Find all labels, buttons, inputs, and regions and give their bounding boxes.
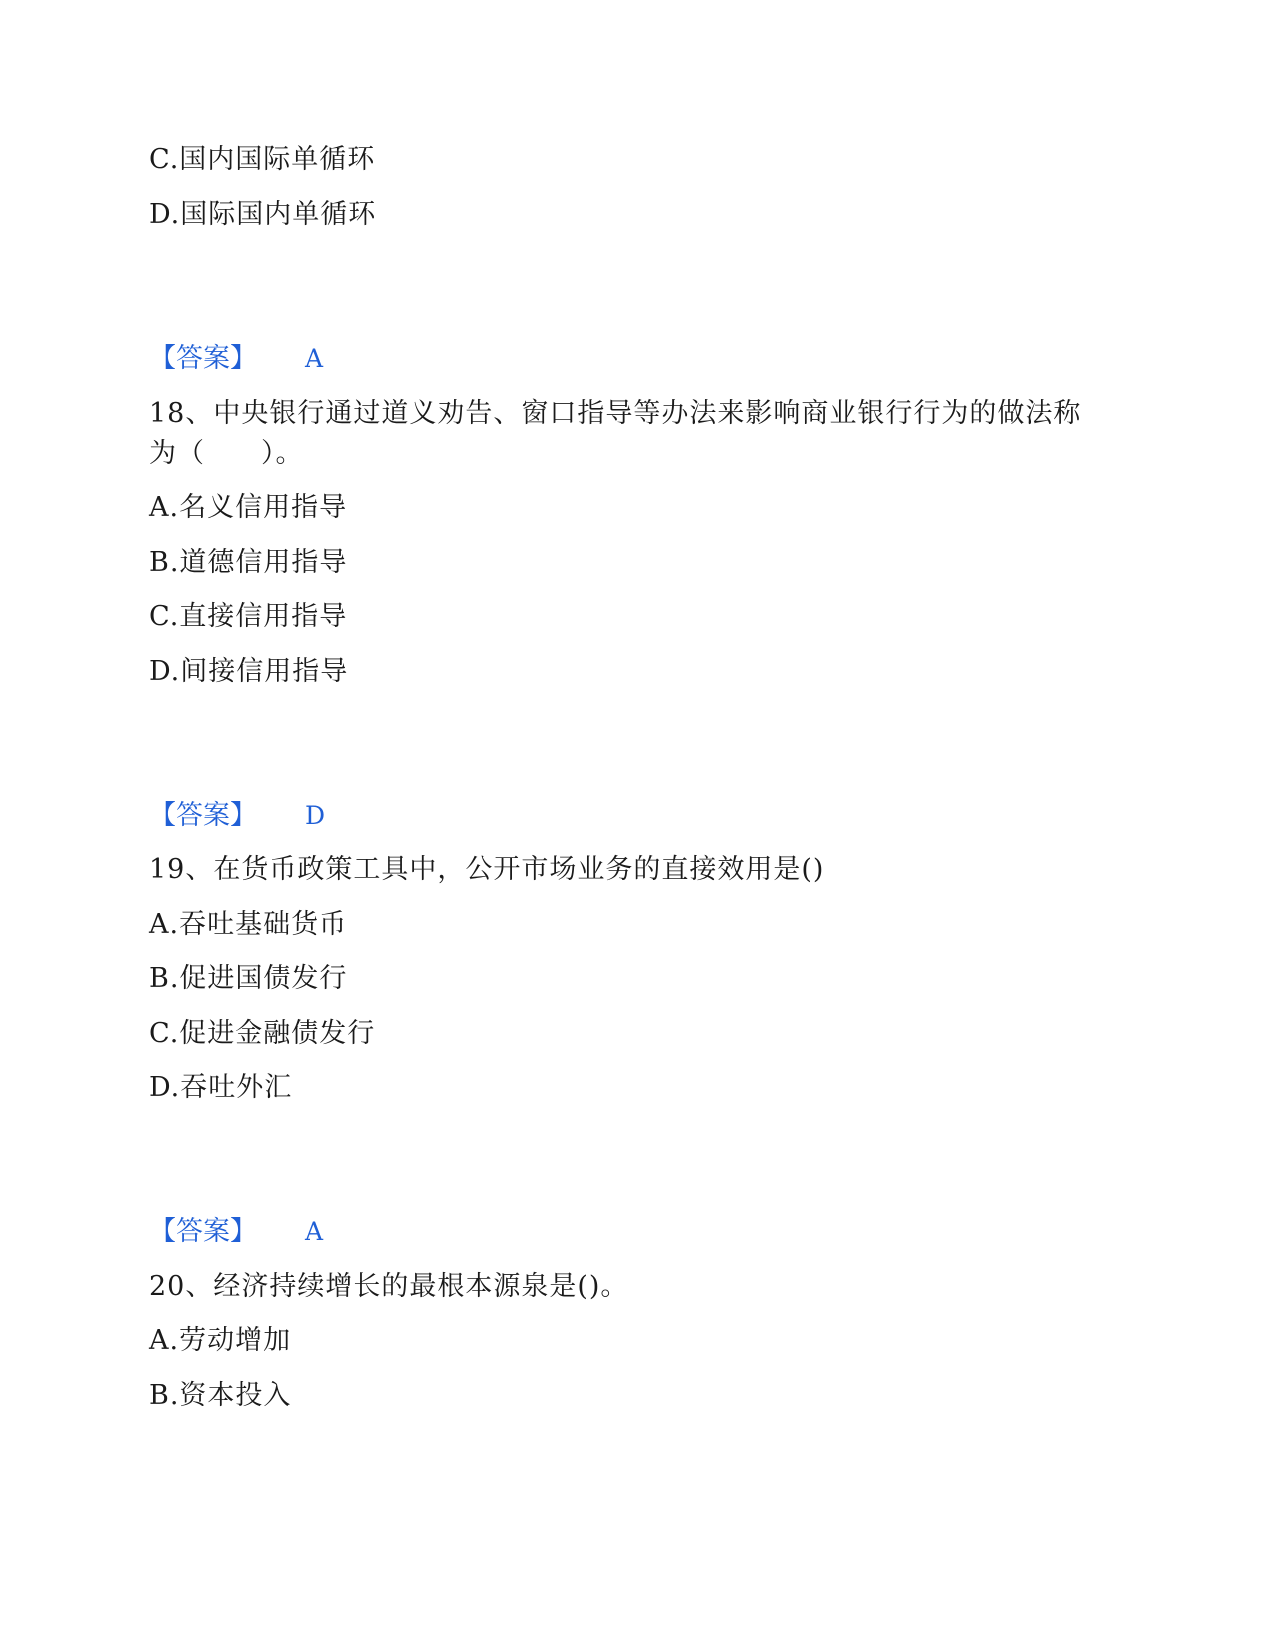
answer-label: 【答案】 (149, 800, 257, 831)
q20-option-a: A.劳动增加 (149, 1325, 292, 1356)
q19-stem: 19、在货币政策工具中，公开市场业务的直接效用是() (149, 854, 825, 885)
q17-option-d: D.国际国内单循环 (149, 199, 377, 230)
q18-option-d: D.间接信用指导 (149, 656, 349, 687)
answer-label: 【答案】 (149, 1216, 257, 1247)
q19-option-c: C.促进金融债发行 (149, 1018, 376, 1049)
q17-answer (149, 341, 323, 377)
answer-value: D (305, 801, 326, 830)
answer-label: 【答案】 (149, 343, 257, 374)
q20-stem: 20、经济持续增长的最根本源泉是()。 (149, 1271, 629, 1302)
q18-option-c: C.直接信用指导 (149, 601, 348, 632)
q18-option-a: A.名义信用指导 (149, 492, 348, 523)
q18-stem-line2: 为（ ）。 (149, 438, 304, 469)
q18-option-b: B.道德信用指导 (149, 547, 348, 578)
q17-option-c: C.国内国际单循环 (149, 144, 376, 175)
q19-option-d: D.吞吐外汇 (149, 1072, 293, 1103)
q19-option-a: A.吞吐基础货币 (149, 909, 348, 940)
q18-stem-line1: 18、中央银行通过道义劝告、窗口指导等办法来影响商业银行行为的做法称 (149, 398, 1082, 429)
q19-option-b: B.促进国债发行 (149, 963, 348, 994)
answer-value: A (305, 344, 324, 373)
q18-answer (149, 798, 325, 834)
q19-answer (149, 1214, 323, 1250)
q20-option-b: B.资本投入 (149, 1380, 292, 1411)
answer-value: A (305, 1217, 324, 1246)
